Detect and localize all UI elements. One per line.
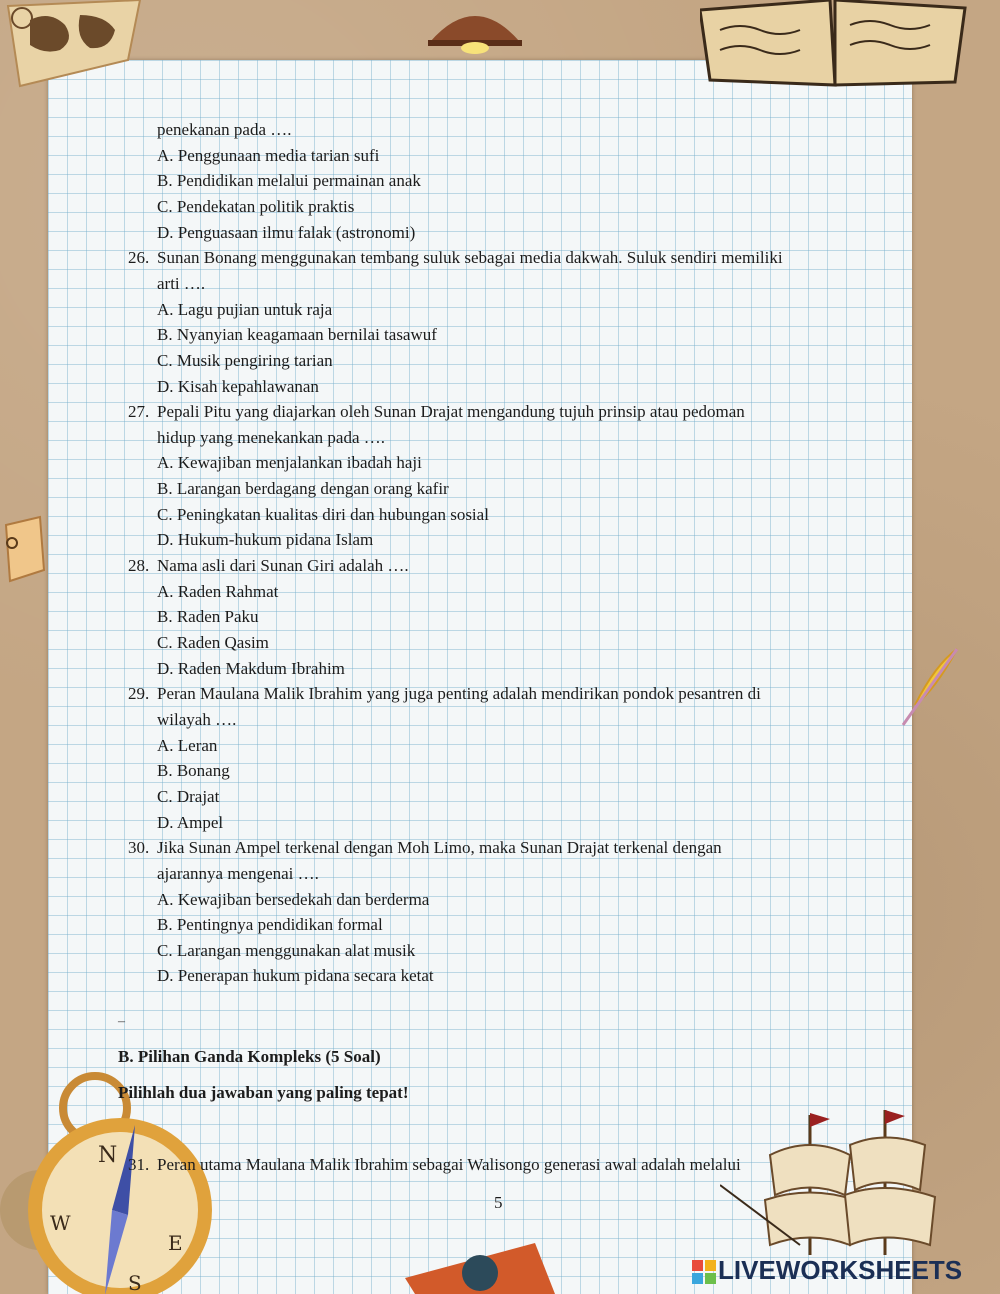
answer-option: A. Kewajiban menjalankan ibadah haji	[157, 453, 422, 472]
question-number: 29.	[128, 684, 150, 703]
answer-option: B. Raden Paku	[157, 607, 259, 626]
answer-option: D. Penerapan hukum pidana secara ketat	[157, 966, 434, 985]
liveworksheets-logo	[692, 1255, 962, 1285]
answer-option: B. Larangan berdagang dengan orang kafir	[157, 479, 449, 498]
answer-option: D. Kisah kepahlawanan	[157, 377, 319, 396]
answer-option: B. Nyanyian keagamaan bernilai tasawuf	[157, 325, 437, 344]
answer-option: C. Pendekatan politik praktis	[157, 197, 355, 216]
answer-option: B. Pentingnya pendidikan formal	[157, 915, 383, 934]
answer-option: A. Lagu pujian untuk raja	[157, 300, 333, 319]
answer-option: A. Kewajiban bersedekah dan berderma	[157, 890, 430, 909]
answer-option: B. Pendidikan melalui permainan anak	[157, 171, 421, 190]
question-number: 26.	[128, 248, 150, 267]
question-number: 30.	[128, 838, 150, 857]
answer-option: C. Drajat	[157, 787, 220, 806]
answer-option: D. Penguasaan ilmu falak (astronomi)	[157, 223, 416, 242]
answer-option: C. Larangan menggunakan alat musik	[157, 941, 416, 960]
separator-dash: –	[118, 1014, 125, 1029]
question-text: hidup yang menekankan pada ….	[157, 428, 386, 447]
question-number: 31.	[128, 1155, 150, 1174]
brand-name: LIVEWORKSHEETS	[718, 1255, 963, 1285]
svg-text:W: W	[50, 1211, 71, 1235]
section-title: B. Pilihan Ganda Kompleks (5 Soal)	[118, 1047, 381, 1066]
question-number: 28.	[128, 556, 150, 575]
question-number: 27.	[128, 402, 150, 421]
answer-option: D. Raden Makdum Ibrahim	[157, 659, 345, 678]
answer-option: A. Penggunaan media tarian sufi	[157, 146, 380, 165]
answer-option: B. Bonang	[157, 761, 230, 780]
liveworksheets-logo-icon	[692, 1260, 716, 1284]
question-text: Peran Maulana Malik Ibrahim yang juga penting adalah mendirikan pondok pesantren di	[157, 684, 761, 703]
answer-option: D. Ampel	[157, 813, 224, 832]
question-text: Sunan Bonang menggunakan tembang suluk sebagai media dakwah. Suluk sendiri memiliki	[157, 248, 783, 267]
answer-option: A. Leran	[157, 736, 218, 755]
question-text: arti ….	[157, 274, 206, 293]
question-text: wilayah ….	[157, 710, 237, 729]
page-number: 5	[494, 1193, 503, 1212]
svg-text:S: S	[128, 1271, 142, 1294]
instruction-text: Pilihlah dua jawaban yang paling tepat!	[118, 1083, 409, 1102]
question-text: penekanan pada ….	[157, 120, 292, 139]
question-text: Jika Sunan Ampel terkenal dengan Moh Limo, maka Sunan Drajat terkenal dengan	[157, 838, 722, 857]
question-text: Nama asli dari Sunan Giri adalah ….	[157, 556, 409, 575]
answer-option: C. Peningkatan kualitas diri dan hubungan sosial	[157, 505, 489, 524]
question-text: Pepali Pitu yang diajarkan oleh Sunan Drajat mengandung tujuh prinsip atau pedoman	[157, 402, 745, 421]
answer-option: A. Raden Rahmat	[157, 582, 279, 601]
answer-option: D. Hukum-hukum pidana Islam	[157, 530, 374, 549]
svg-text:E: E	[168, 1231, 183, 1255]
question-31-text: Peran utama Maulana Malik Ibrahim sebagai Walisongo generasi awal adalah melalui	[157, 1155, 741, 1174]
answer-option: C. Raden Qasim	[157, 633, 269, 652]
answer-option: C. Musik pengiring tarian	[157, 351, 333, 370]
svg-text:N: N	[98, 1143, 118, 1168]
question-text: ajarannya mengenai ….	[157, 864, 319, 883]
